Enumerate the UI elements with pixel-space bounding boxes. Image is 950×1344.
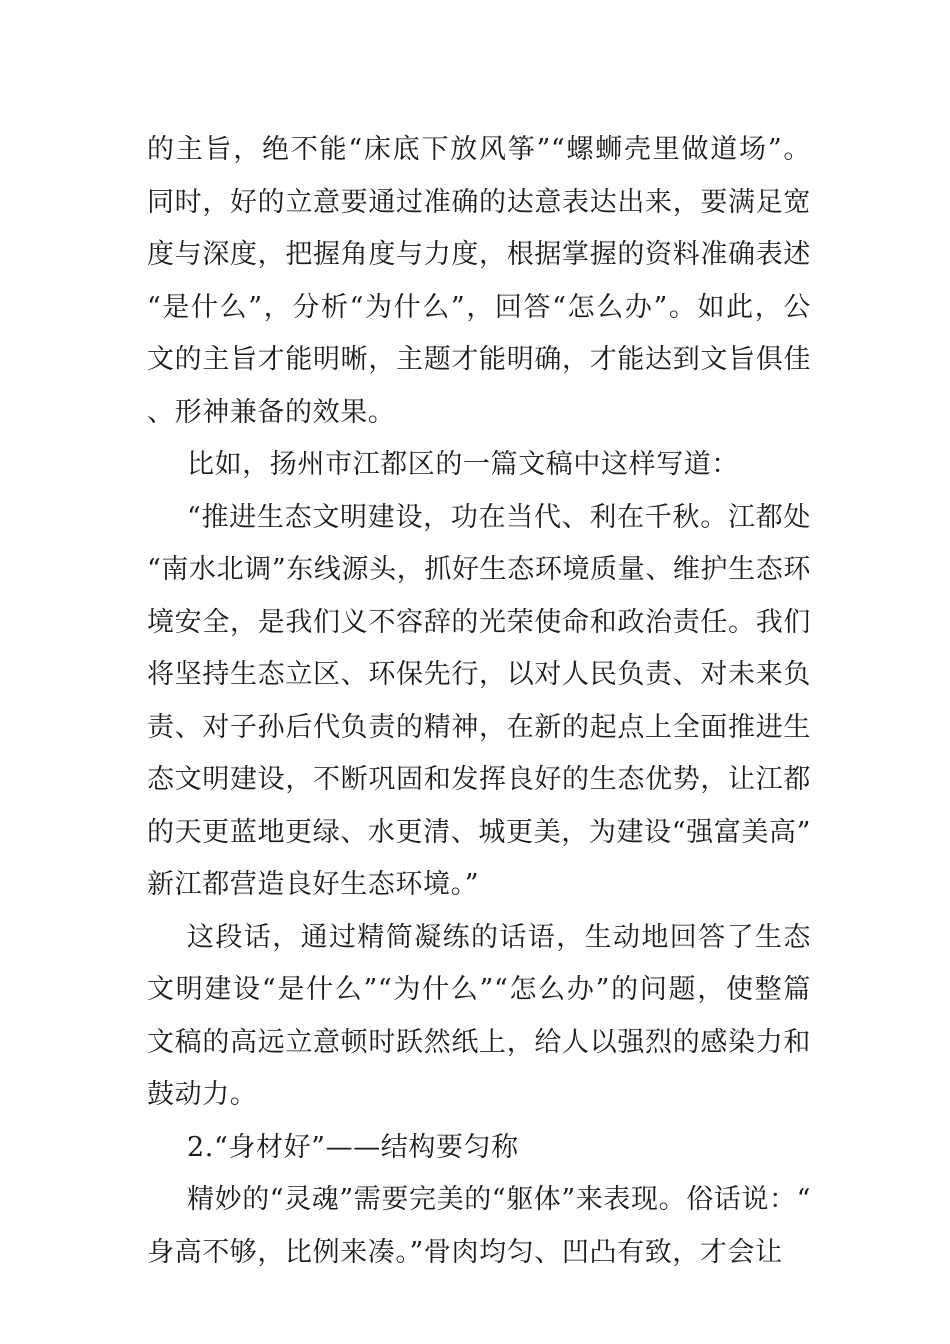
- paragraph-analysis: 这段话，通过精简凝练的话语，生动地回答了生态文明建设“是什么”“为什么”“怎么办”的问题，使整篇文稿的高远立意顿时跃然纸上，给人以强烈的感染力和鼓动力。: [147, 921, 811, 1110]
- body-text: [147, 124, 811, 1279]
- paragraph-example-intro: 比如，扬州市江都区的一篇文稿中这样写道：: [187, 449, 739, 480]
- section-heading: 2.“身材好”——结构要匀称: [187, 1131, 519, 1163]
- paragraph-quotation: “推进生态文明建设，功在当代、利在千秋。江都处“南水北调”东线源头，抓好生态环境质量、维护生态环境安全，是我们义不容辞的光荣使命和政治责任。我们将坚持生态立区、环保先行，以对人民负责、对未来负责、对子孙后代负责的精神，在新的起点上全面推进生态文明建设，不断巩固和发挥良好的生态优势，让江都的天更蓝地更绿、水更清、城更美，为建设“强富美高”新江都营造良好生态环境。”: [147, 501, 811, 900]
- paragraph-continuation: 的主旨，绝不能“床底下放风筝”“螺蛳壳里做道场”。同时，好的立意要通过准确的达意表达出来，要满足宽度与深度，把握角度与力度，根据掌握的资料准确表述“是什么”，分析“为什么”，回答“怎么办”。如此，公文的主旨才能明晰，主题才能明确，才能达到文旨俱佳、形神兼备的效果。: [147, 134, 811, 428]
- paragraph-structure: 精妙的“灵魂”需要完美的“躯体”来表现。俗话说：“身高不够，比例来凑。”骨肉均匀、凹凸有致，才会让: [147, 1184, 812, 1268]
